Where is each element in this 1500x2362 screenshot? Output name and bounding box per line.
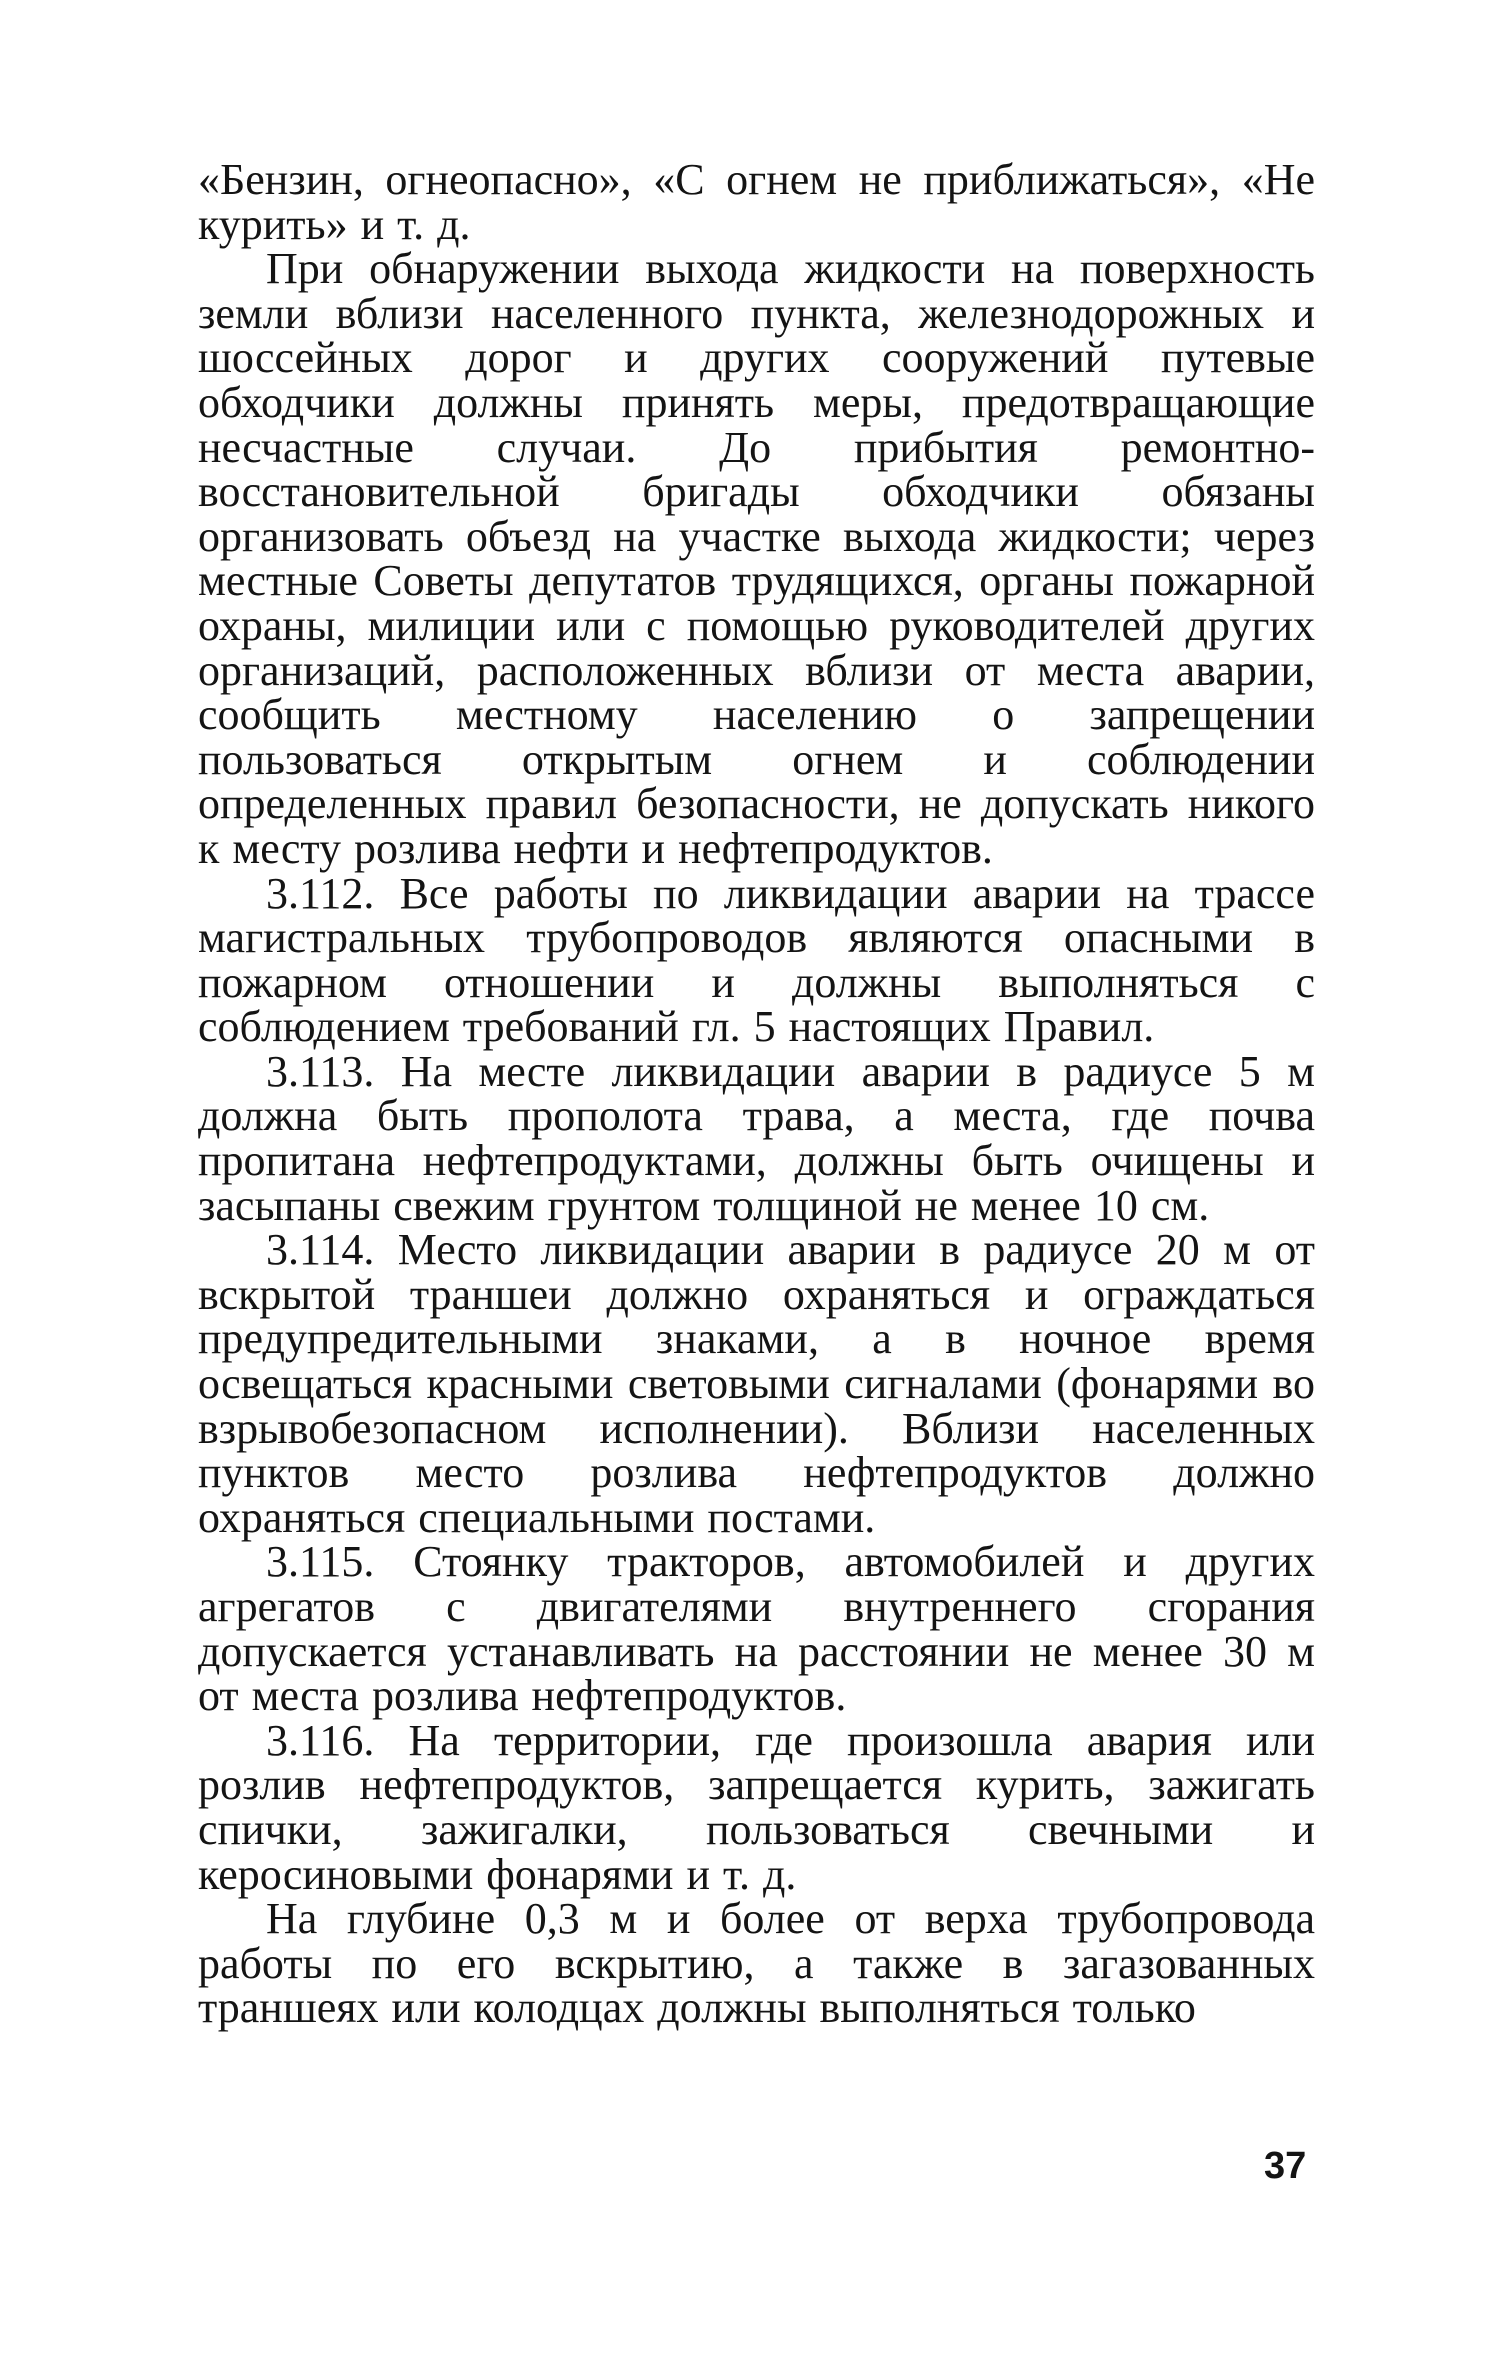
paragraph-3-112: 3.112. Все работы по ликвидации аварии на трассе магистральных трубопроводов являются опасными в пожарном отношении и должны выполняться с соблюдением требований гл. 5 настоящих Правил. (198, 868, 1315, 1052)
paragraph-3-114: 3.114. Место ликвидации аварии в радиусе 20 м от вскрытой траншеи должно охраняться и ограждаться предупредительными знаками, а в ночное время освещаться красными световыми сигналами (фонарями во взрывобезопасном исполнении). Вблизи населенных пунктов место розлива нефтепродуктов должно охраняться специальными постами. (198, 1225, 1315, 1542)
paragraph-continuation: «Бензин, огнеопасно», «С огнем не приближаться», «Не курить» и т. д. (198, 155, 1315, 249)
paragraph-depth-works: На глубине 0,3 м и более от верха трубопровода работы по его вскрытию, а также в загазованных траншеях или колодцах должны выполняться только (198, 1894, 1315, 2033)
page-number: 37 (1264, 2145, 1307, 2187)
paragraph-liquid-leak-measures: При обнаружении выхода жидкости на поверхность земли вблизи населенного пункта, железнодорожных и шоссейных дорог и других сооружений путевые обходчики должны принять меры, предотвращающие несчастные случаи. До прибытия ремонтно-восстановительной бригады обходчики обязаны организовать объезд на участке выхода жидкости; через местные Советы депутатов трудящихся, органы пожарной охраны, милиции или с помощью руководителей других организаций, расположенных вблизи от места аварии, сообщить местному населению о запрещении пользоваться открытым огнем и соблюдении определенных правил безопасности, не допускать никого к месту розлива нефти и нефтепродуктов. (198, 244, 1315, 873)
paragraph-3-113: 3.113. На месте ликвидации аварии в радиусе 5 м должна быть прополота трава, а места, где почва пропитана нефтепродуктами, должны быть очищены и засыпаны свежим грунтом толщиной не менее 10 см. (198, 1046, 1315, 1230)
paragraph-3-115: 3.115. Стоянку тракторов, автомобилей и других агрегатов с двигателями внутреннего сгорания допускается устанавливать на расстоянии не менее 30 м от места розлива нефтепродуктов. (198, 1537, 1315, 1721)
paragraph-3-116: 3.116. На территории, где произошла авария или розлив нефтепродуктов, запрещается курить, зажигать спички, зажигалки, пользоваться свечными и керосиновыми фонарями и т. д. (198, 1715, 1315, 1899)
page-body (198, 155, 1315, 2033)
